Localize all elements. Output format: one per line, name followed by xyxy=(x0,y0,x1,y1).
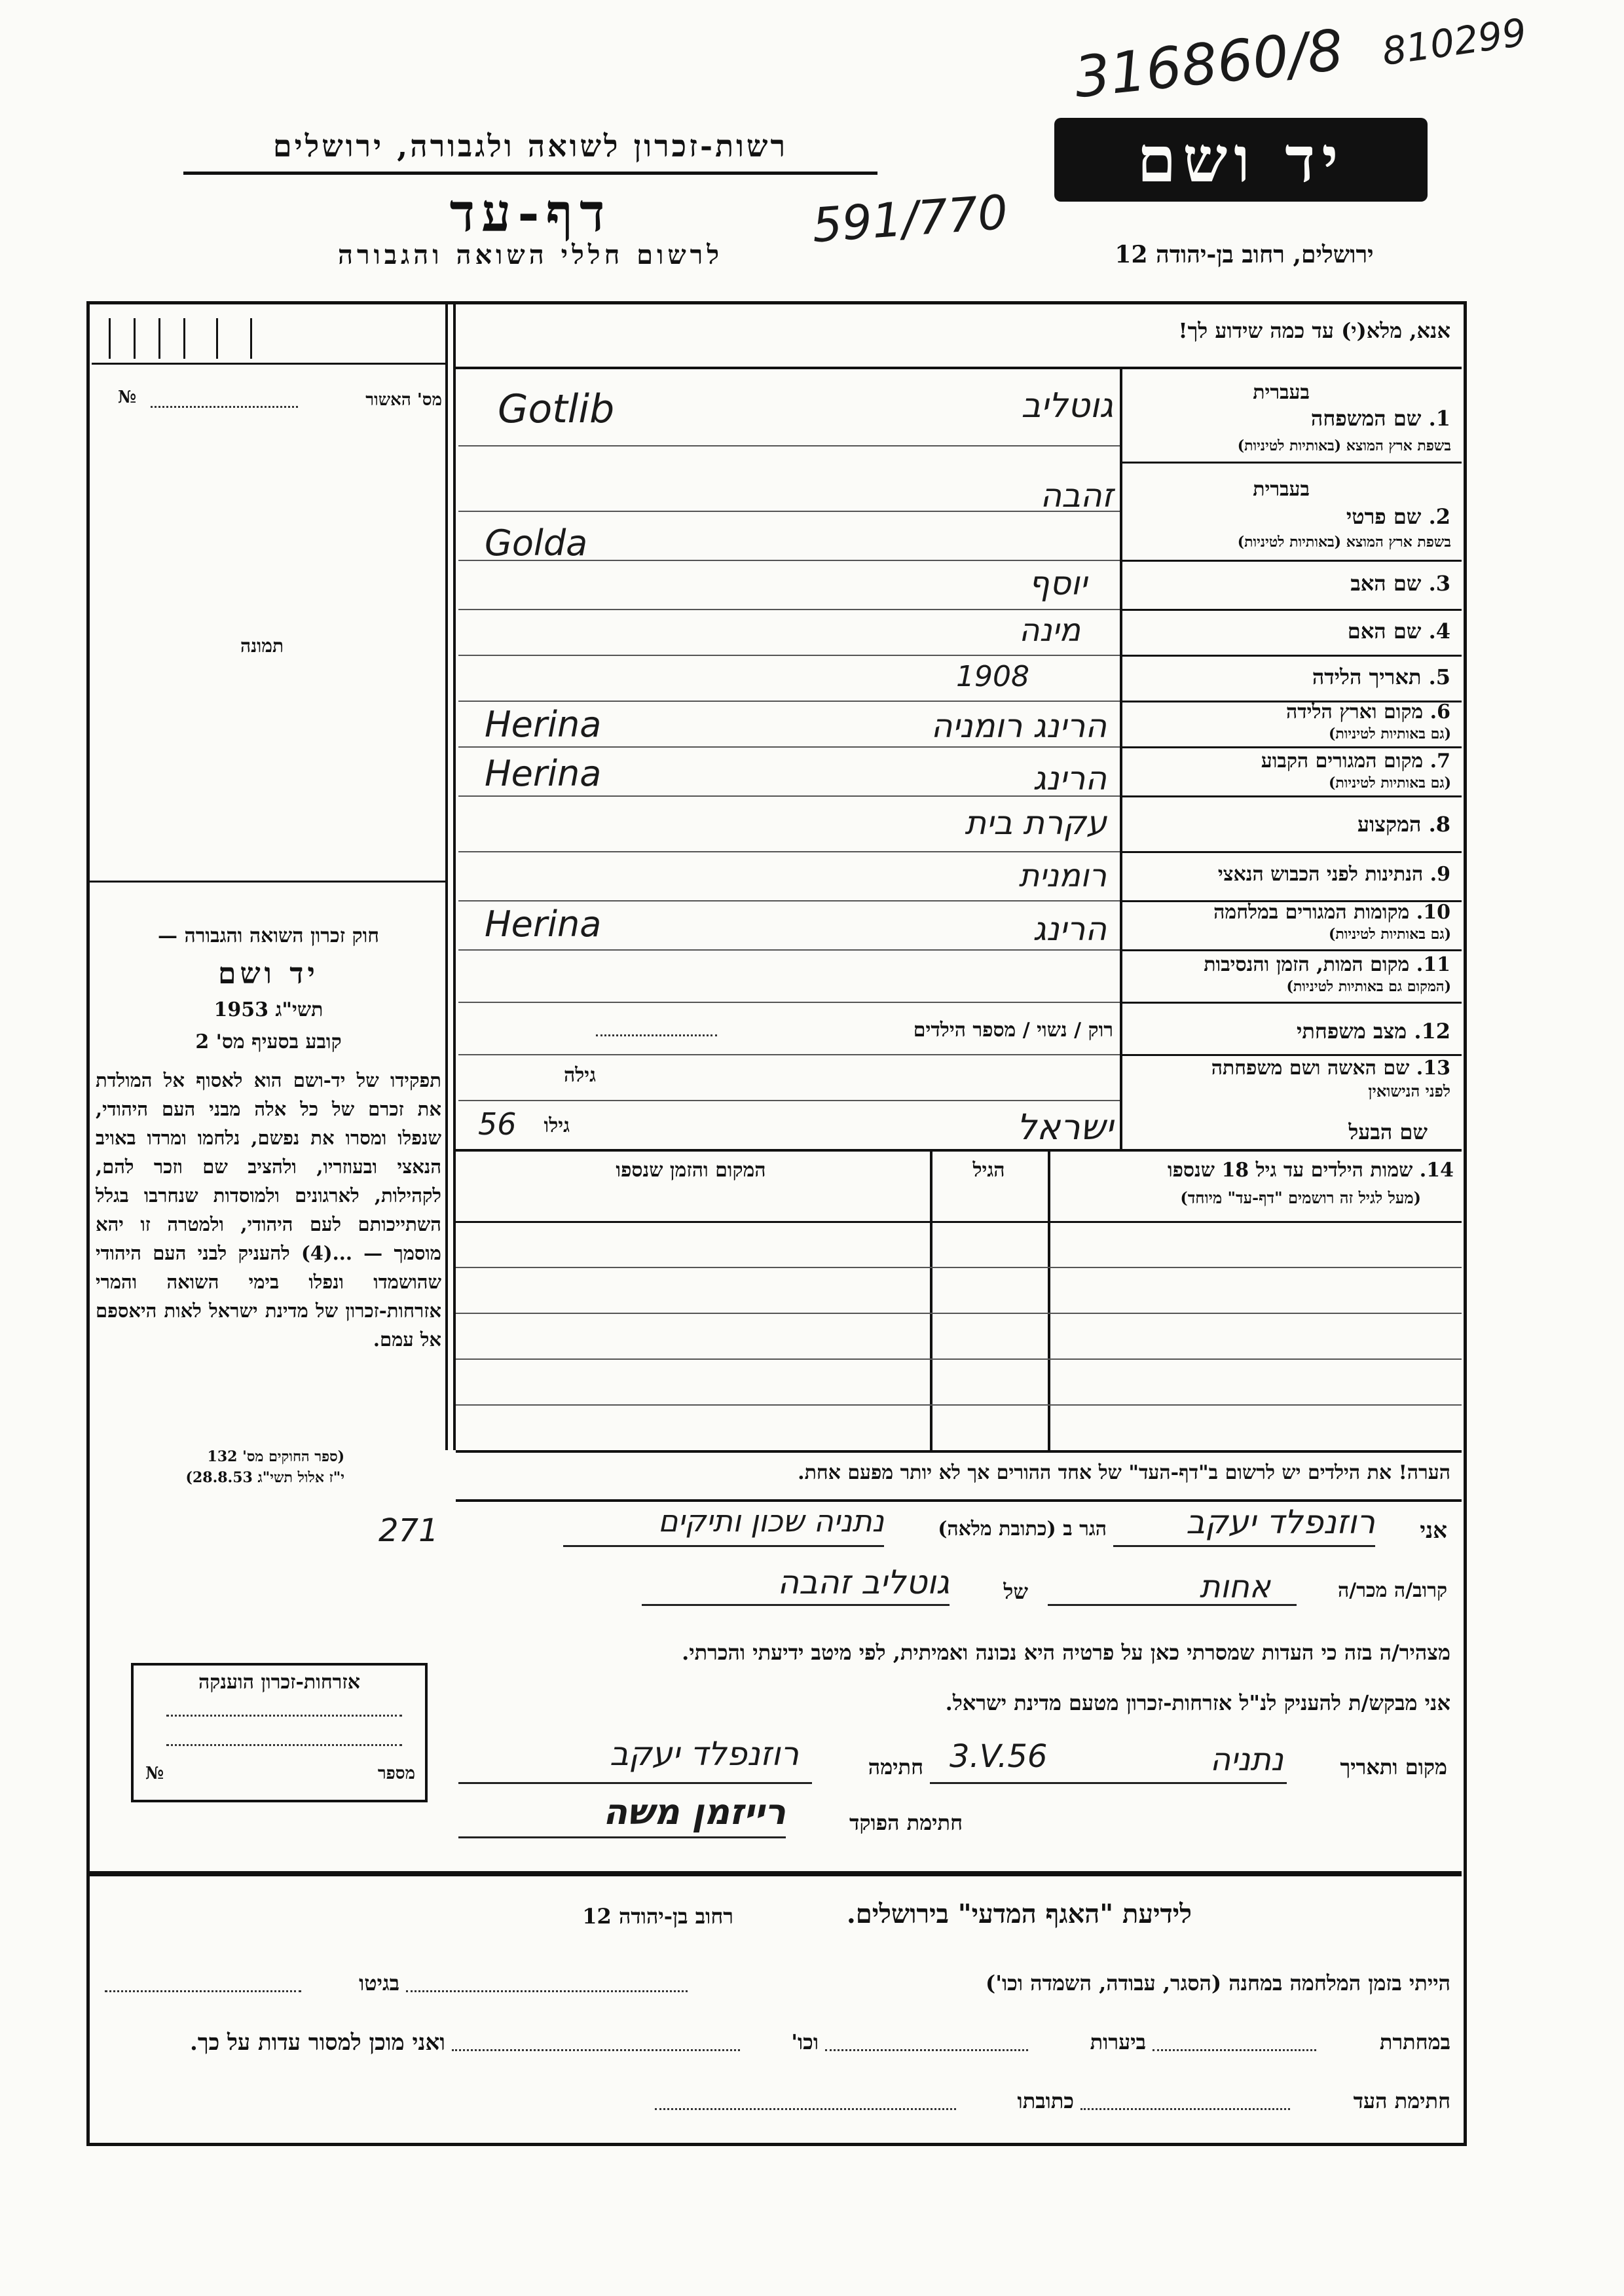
field-2-hebrew: זהבה xyxy=(1040,477,1113,515)
request: אני מבקש/ת להעניק לנ"ל אזרחות-זכרון מטעם מדינת ישראל. xyxy=(945,1690,1450,1715)
field-12-label xyxy=(1133,1019,1450,1044)
husband-age: 56 xyxy=(478,1106,517,1142)
signature-value: רוזנפלד יעקב xyxy=(610,1735,799,1773)
field-11-label xyxy=(1126,953,1450,976)
field-4-text: שם האם xyxy=(1347,619,1422,644)
field-7-latin: Herina xyxy=(485,753,602,794)
field-7-label xyxy=(1133,750,1450,773)
field-3-num: 3. xyxy=(1428,571,1450,596)
law-clause: קובע בסעיף מס' 2 xyxy=(195,1030,342,1053)
field-3-value: יוסף xyxy=(1028,564,1087,602)
field-13-num: 13. xyxy=(1416,1057,1450,1080)
field-9-value: רומנית xyxy=(1018,858,1107,894)
officer-label: חתימת הפוקד xyxy=(849,1810,963,1835)
of-name: גוטליב זהבה xyxy=(777,1563,950,1601)
field-12-text: מצב משפחתי xyxy=(1297,1019,1407,1044)
declarant-name: רוזנפלד יעקב xyxy=(1186,1503,1375,1541)
field-12-num: 12. xyxy=(1414,1019,1450,1044)
resides-label: הגר ב (כתובת מלאה) xyxy=(938,1518,1107,1540)
marital-options: רוק / נשוי / מספר הילדים xyxy=(913,1019,1113,1042)
field-6-hebrew: הרינג רומניה xyxy=(931,707,1107,745)
law-text: תפקידו של יד-ושם הוא לאסוף אל המולדת את זכרם של כל אלה מבני העם היהודי, שנפלו ומסרו את נפשם, נלחמו ומרדו באויב הנאצי ובעוזריו, ולהציב שם וזכר להם, לקהילות, לארגונים ולמוסדות שנחרבו בגלל השתייכותם לעם היהודי, ולמטרה זו יהא מוסמך — ...(4) להעניק לבני העם היהודי שהושמדו ונפלו בימי השואה והמרי אזרחות-זכרון של מדינת ישראל לאות היאספם אל עמם. xyxy=(96,1069,441,1351)
doc-subtitle: לרשום חללי השואה והגבורה xyxy=(337,240,724,270)
ghetto-label: בגיטו xyxy=(359,1971,399,1995)
wife-age-label: גילה xyxy=(563,1064,596,1087)
law-year: תשי"ג 1953 xyxy=(213,998,323,1021)
witness-address-label: כתובתו xyxy=(1017,2088,1074,2113)
field-2-text: שם פרטי xyxy=(1346,504,1422,529)
place-date-label: מקום ותאריך xyxy=(1340,1755,1447,1779)
photo-label: תמונה xyxy=(240,635,284,657)
field-6-num: 6. xyxy=(1430,701,1450,723)
field-1-text: שם המשפחה xyxy=(1310,406,1422,431)
field-11-text: מקום המות, הזמן והנסיבות xyxy=(1204,953,1410,976)
forests-label: ביערות xyxy=(1090,2030,1146,2054)
field-11-num: 11. xyxy=(1416,953,1450,976)
ready-label: ואני מוכן למסור עדות על כך. xyxy=(190,2030,445,2056)
etc-label: וכו' xyxy=(791,2030,819,2054)
declarant-address: נתניה שכון ותיקים xyxy=(657,1503,884,1539)
field-8-label xyxy=(1133,812,1450,837)
field-8-value: עקרת בית xyxy=(965,804,1107,842)
latin-note-10: (גם באותיות לטיניות) xyxy=(1328,926,1451,943)
law-title: חוק זכרון השואה והגבורה — xyxy=(158,924,379,947)
place-value: נתניה xyxy=(1209,1741,1283,1778)
footer-title: לידיעת "האגף המדעי" בירושלים. xyxy=(846,1899,1192,1929)
stub-boxes xyxy=(92,306,445,365)
law-name: יד ושם xyxy=(218,957,319,991)
citizenship-title: אזרחות-זכרון הוענקה xyxy=(198,1671,361,1694)
field-3-label xyxy=(1133,571,1450,596)
citizenship-no: № xyxy=(145,1764,164,1783)
field-1-latin: Gotlib xyxy=(498,386,615,432)
field-5-num: 5. xyxy=(1428,665,1450,689)
children-note: (מעל לגיל זה רושמים "דף-עד" מיוחד) xyxy=(1180,1188,1421,1207)
field-8-num: 8. xyxy=(1428,812,1450,837)
field-5-text: תאריך הלידה xyxy=(1312,665,1422,689)
field-7-hebrew: הרינג xyxy=(1033,759,1107,797)
of-label: של xyxy=(1003,1579,1028,1604)
decl-i-label: אני xyxy=(1420,1518,1447,1544)
law-reference-2: י"ז אלול תשי"ג 28.8.53) xyxy=(185,1469,344,1486)
field-5-value: 1908 xyxy=(956,660,1029,693)
remark: הערה! את הילדים יש לרשום ב"דף-העד" של אחד ההורים אך לא יותר מפעם אחת. xyxy=(798,1461,1450,1484)
instruction: אנא, מלא(י) עד כמה שידוע לך! xyxy=(1178,318,1450,343)
field-4-num: 4. xyxy=(1428,619,1450,644)
footer-address: רחוב בן-יהודה 12 xyxy=(582,1904,733,1929)
hebrew-label-2: בעברית xyxy=(1253,478,1310,501)
archive-number: 316860/8 xyxy=(1071,17,1347,111)
statement: מצהיר/ה בזה כי העדות שמסרתי כאן על פרטיה היא נכונה ואמיתית, לפי מיטב ידיעתי והכרתי. xyxy=(682,1640,1450,1665)
approval-label: מס' האשור xyxy=(365,390,442,410)
field-10-num: 10. xyxy=(1416,901,1450,924)
field-8-text: המקצוע xyxy=(1357,812,1422,837)
folio-number: 591/770 xyxy=(810,184,1010,253)
field-1-hebrew: גוטליב xyxy=(1021,386,1113,426)
approval-number: № xyxy=(118,388,137,407)
field-2-num: 2. xyxy=(1428,504,1450,529)
relative-label: קרוב/ה מכר/ה xyxy=(1338,1579,1447,1602)
citizenship-box xyxy=(131,1663,428,1802)
children-title-text: שמות הילדים עד גיל 18 שנספו xyxy=(1167,1159,1413,1182)
house-number: 271 xyxy=(378,1512,439,1549)
citizenship-no-label: מספר xyxy=(377,1764,415,1783)
husband-value: ישראל xyxy=(1016,1106,1113,1148)
husband-label: שם הבעל xyxy=(1348,1120,1428,1144)
latin-note-6: (גם באותיות לטיניות) xyxy=(1328,725,1451,742)
witness-signature-label: חתימת העד xyxy=(1353,2088,1450,2113)
field-2-latin: Golda xyxy=(485,522,588,564)
field-7-num: 7. xyxy=(1430,750,1450,773)
field-10-hebrew: הרינג xyxy=(1033,910,1107,948)
field-9-text: הנתינות לפני הכבוש הנאצי xyxy=(1217,863,1424,886)
field-13-label xyxy=(1126,1057,1450,1080)
field-1-label xyxy=(1133,406,1450,431)
field-13-sublabel: לפני הנישואין xyxy=(1368,1082,1450,1101)
origin-note-1: בשפת ארץ המוצא (באותיות לטיניות) xyxy=(1237,437,1451,454)
officer-signature: רייזמן משה xyxy=(603,1791,786,1832)
footer-line1: הייתי בזמן המלחמה במחנה (הסגר, עבודה, השמדה וכו') xyxy=(986,1971,1450,1995)
field-6-text: מקום וארץ הלידה xyxy=(1285,701,1424,723)
hebrew-label-1: בעברית xyxy=(1253,381,1310,404)
field-1-num: 1. xyxy=(1428,406,1450,431)
death-note: (המקום גם באותיות לטיניות) xyxy=(1286,978,1451,995)
underground-label: במחתרת xyxy=(1379,2030,1450,2054)
address: ירושלים, רחוב בן-יהודה 12 xyxy=(1115,241,1374,268)
date-value: 3.V.56 xyxy=(950,1738,1048,1775)
origin-note-2: בשפת ארץ המוצא (באותיות לטיניות) xyxy=(1237,534,1451,551)
institution-name: רשות-זכרון לשואה ולגבורה, ירושלים xyxy=(272,128,788,164)
field-6-latin: Herina xyxy=(485,704,602,745)
husband-age-label: גילו xyxy=(544,1114,570,1137)
field-6-label xyxy=(1133,701,1450,723)
latin-note-7: (גם באותיות לטיניות) xyxy=(1328,774,1451,792)
field-2-label xyxy=(1133,504,1450,529)
field-10-latin: Herina xyxy=(485,903,602,945)
yad-vashem-logo: יד ושם xyxy=(1054,118,1428,202)
signature-label: חתימה xyxy=(868,1755,923,1779)
field-5-label xyxy=(1133,665,1450,689)
children-num: 14. xyxy=(1419,1159,1454,1182)
field-10-text: מקומות המגורים במלחמה xyxy=(1213,901,1410,924)
field-13-text: שם האשה ושם משפחתה xyxy=(1211,1057,1410,1080)
doc-title: דף-עד xyxy=(449,182,612,244)
field-7-text: מקום המגורים הקבוע xyxy=(1261,750,1424,773)
field-4-label xyxy=(1133,619,1450,644)
field-9-num: 9. xyxy=(1430,863,1450,886)
children-col-place: המקום והזמן שנספו xyxy=(616,1159,766,1182)
archive-number-2: 810299 xyxy=(1379,9,1530,75)
relation-value: אחות xyxy=(1199,1569,1270,1605)
children-title xyxy=(1054,1159,1454,1182)
field-3-text: שם האב xyxy=(1350,571,1422,596)
children-col-age: הגיל xyxy=(972,1159,1005,1182)
field-4-value: מינה xyxy=(1019,612,1080,649)
field-10-label xyxy=(1133,901,1450,924)
field-9-label xyxy=(1133,863,1450,886)
law-reference-1: (ספר החוקים מס' 132 xyxy=(207,1448,344,1465)
